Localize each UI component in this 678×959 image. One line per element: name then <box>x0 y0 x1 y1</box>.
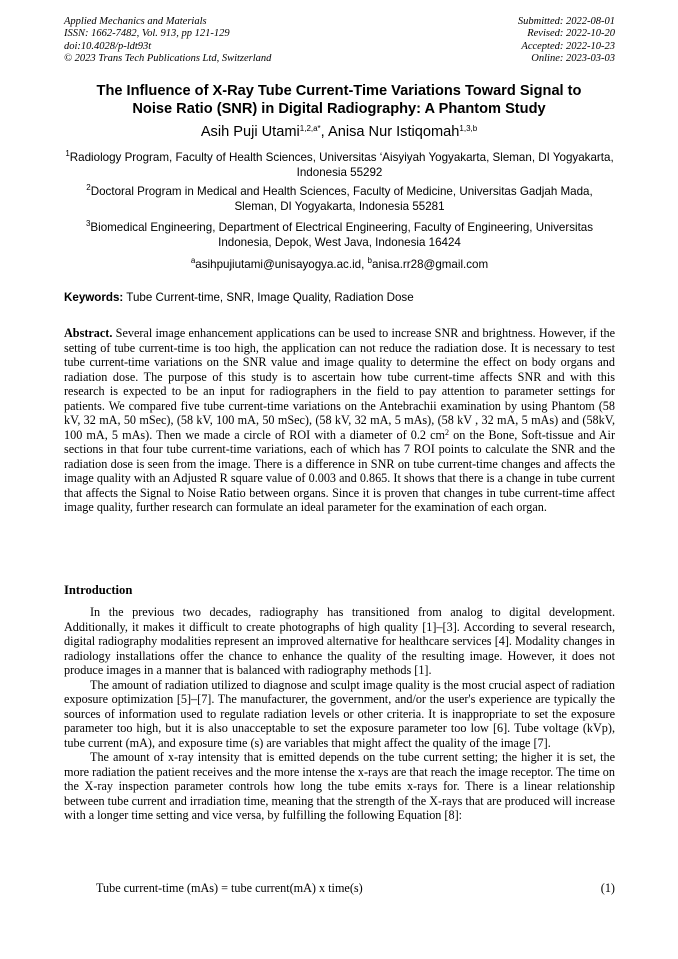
submitted-date: Submitted: 2022-08-01 <box>517 16 615 27</box>
author-2-affiliation: 1,3,b <box>459 124 478 133</box>
author-1-affiliation: 1,2,a* <box>299 124 321 133</box>
keywords-label: Keywords: <box>64 291 124 304</box>
paragraph: The amount of x-ray intensity that is emitted depends on the tube current setting; the higher it is set, the more radiation the patient receives and the more intense the x-rays are that reach the image receptor. The time on the X-ray inspection parameter controls how long the tube emits x-rays for. There is a linear relationship between tube current and irradiation time, meaning that the strength of the X-rays that are produced will increase with a longer time setting and vice versa, by fulfilling the following Equation [8]: <box>64 750 615 822</box>
affiliation-text: Doctoral Program in Medical and Health Sciences, Faculty of Medicine, Universitas Gadjah Mada, Sleman, DI Yogyakarta, Indonesia 55281 <box>90 185 593 213</box>
journal-doi: doi:10.4028/p-ldt93t <box>64 40 152 52</box>
introduction-body <box>64 605 615 823</box>
author-1: Asih Puji Utami <box>200 124 300 140</box>
equation-text: Tube current-time (mAs) = tube current(mA) x time(s) <box>96 881 363 895</box>
email-b-marker: b <box>367 256 372 265</box>
author-2: Anisa Nur Istiqomah <box>327 124 460 140</box>
abstract-label: Abstract. <box>64 326 113 340</box>
accepted-date: Accepted: 2022-10-23 <box>521 40 615 52</box>
equation-1 <box>96 881 615 896</box>
introduction-heading: Introduction <box>64 583 133 597</box>
journal-header-right <box>518 16 615 65</box>
abstract <box>64 326 615 515</box>
affiliation-number: 3 <box>85 219 91 228</box>
email-a-marker: a <box>190 256 196 265</box>
journal-copyright: © 2023 Trans Tech Publications Ltd, Switzerland <box>64 52 272 64</box>
affiliation-number: 1 <box>65 149 70 158</box>
abstract-text-1: Several image enhancement applications can be used to increase SNR and brightness. However, if the setting of tube current-time is too high, the application can not reduce the radiation dose. It is necessary to test tube current-time variations on the SNR value and image quality to determine the effect on body organs and radiation dose. The purpose of this study is to ascertain how tube current-time affects SNR and with this research is expected to be an input for radiographers in the field to pay attention to parameter settings for patients. We compared five tube current-time variations on the Antebrachii examination by using Phantom (58 kV, 32 mA, 50 mSec), (58 kV, 100 mA, 50 mSec), (58 kV, 32 mA, 5 mAs), (58 kV , 32 mA, 5 mAs) and (58kV, 100 mA, 5 mAs). Then we made a circle of ROI with a diameter of 0.2 cm <box>64 326 615 442</box>
email-a[interactable]: asihpujiutami@unisayogya.ac.id, <box>195 258 368 271</box>
title-line-2: Noise Ratio (SNR) in Digital Radiography: A Phantom Study <box>132 101 546 117</box>
abstract-superscript: 2 <box>445 427 450 437</box>
paper-title <box>60 82 618 118</box>
affiliation-1 <box>64 151 615 180</box>
online-date: Online: 2023-03-03 <box>531 52 615 64</box>
author-list <box>60 123 618 141</box>
author-emails <box>64 258 615 273</box>
affiliation-2 <box>64 185 615 214</box>
keywords <box>64 291 615 306</box>
affiliation-3 <box>64 221 615 250</box>
paragraph: The amount of radiation utilized to diagnose and sculpt image quality is the most crucial aspect of radiation exposure optimization [5]–[7]. The manufacturer, the government, and/or the user's experience are typically the sources of information used to regulate radiation levels or other criteria. It is inappropriate to set the exposure parameter too high, but it is also unacceptable to set the exposure parameter too low [6]. Tube voltage (kVp), tube current (mA), and exposure time (s) are variables that might affect the quality of the image [7]. <box>64 677 615 750</box>
author-separator: , <box>320 124 328 140</box>
affiliation-number: 2 <box>86 183 91 192</box>
email-b[interactable]: anisa.rr28@gmail.com <box>372 258 489 271</box>
title-line-1: The Influence of X-Ray Tube Current-Time Variations Toward Signal to <box>96 83 582 99</box>
revised-date: Revised: 2022-10-20 <box>527 28 615 40</box>
journal-issn: ISSN: 1662-7482, Vol. 913, pp 121-129 <box>64 28 230 40</box>
keywords-text: Tube Current-time, SNR, Image Quality, Radiation Dose <box>123 291 414 304</box>
affiliation-text: Biomedical Engineering, Department of Electrical Engineering, Faculty of Engineering, Universitas Indonesia, Depok, West Java, Indonesia 16424 <box>90 221 594 249</box>
paragraph: In the previous two decades, radiography has transitioned from analog to digital development. Additionally, it makes it difficult to create photographs of high quality [1]–[3]. According to several research, digital radiography modalities represent an improved alternative for healthcare services [4]. Modality changes in radiology installations offer the chance to enhance the quality of the resulting image. However, it does not produce images in a manner that is balanced with radiography methods [1]. <box>64 605 615 677</box>
abstract-text-2: on the Bone, Soft-tissue and Air sections in that four tube current-time variations, each of which has 7 ROI points to calculate the SNR and the radiation dose is seen from the image. There is a difference in SNR on tube current-time changes and affects the image quality with an Adjusted R square value of 0.003 and 0.865. It shows that there is a change in tube current that affects the Signal to Noise Ratio between organs. Since it is proven that changes in tube current-time affect image quality, further research can formulate an ideal parameter for the examination of each organ. <box>64 427 616 514</box>
journal-header-left <box>64 16 271 65</box>
affiliation-text: Radiology Program, Faculty of Health Sciences, Universitas ‘Aisyiyah Yogyakarta, Sleman, DI Yogyakarta, Indonesia 55292 <box>69 151 614 179</box>
journal-name: Applied Mechanics and Materials <box>64 16 207 27</box>
equation-number: (1) <box>600 881 615 895</box>
